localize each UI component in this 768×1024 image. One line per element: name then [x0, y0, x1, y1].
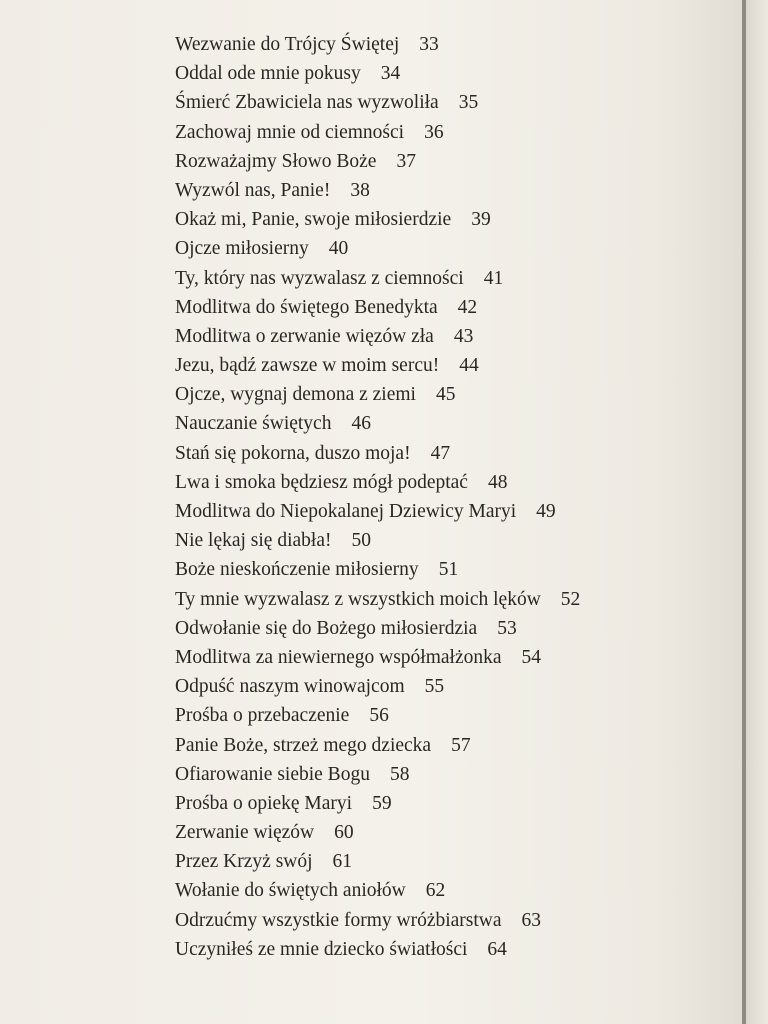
toc-entry-title: Lwa i smoka będziesz mógł podeptać — [175, 471, 468, 493]
toc-entry — [175, 935, 580, 964]
toc-entry-title: Wyzwól nas, Panie! — [175, 179, 331, 201]
toc-entry-page-number: 44 — [459, 355, 479, 377]
toc-entry-page-number: 41 — [483, 267, 504, 289]
toc-entry-title: Boże nieskończenie miłosierny — [175, 559, 419, 581]
toc-entry — [175, 497, 580, 526]
toc-entry-page-number: 58 — [389, 763, 410, 785]
toc-entry-page-number: 48 — [487, 471, 508, 493]
toc-entry-page-number: 60 — [334, 822, 354, 844]
toc-entry-page-number: 55 — [424, 676, 445, 698]
toc-entry-title: Oddal ode mnie pokusy — [175, 63, 361, 85]
toc-entry-title: Panie Boże, strzeż mego dziecka — [175, 734, 432, 756]
toc-entry — [175, 701, 580, 730]
toc-entry-title: Zachowaj mnie od ciemności — [175, 121, 405, 143]
toc-entry — [175, 380, 580, 409]
toc-entry-title: Odpuść naszym winowajcom — [175, 676, 405, 698]
toc-entry-title: Odrzućmy wszystkie formy wróżbiarstwa — [175, 909, 502, 931]
toc-entry — [175, 760, 580, 789]
toc-entry-page-number: 53 — [497, 617, 517, 639]
toc-entry — [175, 205, 580, 234]
toc-entry — [175, 789, 580, 818]
toc-entry — [175, 234, 580, 263]
toc-entry — [175, 293, 580, 322]
toc-entry — [175, 847, 580, 876]
toc-entry — [175, 731, 580, 760]
toc-entry-title: Ojcze, wygnaj demona z ziemi — [175, 384, 416, 406]
toc-entry-title: Ty, który nas wyzwalasz z ciemności — [175, 267, 464, 289]
toc-entry-title: Ofiarowanie siebie Bogu — [175, 763, 370, 785]
toc-entry-page-number: 33 — [419, 34, 439, 55]
toc-entry — [175, 88, 580, 117]
toc-entry-page-number: 39 — [471, 209, 491, 231]
toc-entry — [175, 351, 580, 380]
toc-entry-title: Jezu, bądź zawsze w moim sercu! — [175, 355, 440, 377]
toc-entry-page-number: 47 — [430, 442, 451, 464]
toc-entry-page-number: 43 — [453, 325, 474, 347]
toc-entry — [175, 555, 580, 584]
toc-entry-page-number: 57 — [451, 734, 471, 756]
toc-entry — [175, 468, 580, 497]
toc-entry-title: Prośba o przebaczenie — [175, 705, 350, 727]
toc-entry — [175, 409, 580, 438]
toc-entry — [175, 118, 580, 147]
toc-entry-title: Przez Krzyż swój — [175, 851, 313, 873]
toc-entry-page-number: 64 — [487, 938, 507, 960]
toc-entry — [175, 818, 580, 847]
toc-entry-page-number: 59 — [372, 792, 392, 814]
toc-entry-title: Śmierć Zbawiciela nas wyzwoliła — [175, 92, 439, 114]
toc-entry-page-number: 54 — [521, 646, 542, 668]
toc-entry — [175, 30, 580, 59]
toc-entry — [175, 526, 580, 555]
toc-entry-page-number: 42 — [457, 296, 478, 318]
toc-entry — [175, 876, 580, 905]
toc-entry-title: Stań się pokorna, duszo moja! — [175, 442, 411, 464]
toc-entry-title: Zerwanie więzów — [175, 822, 315, 844]
toc-entry-title: Ojcze miłosierny — [175, 238, 309, 260]
toc-entry-page-number: 36 — [424, 121, 444, 143]
toc-entry-page-number: 61 — [332, 851, 353, 873]
toc-entry — [175, 672, 580, 701]
toc-entry-page-number: 46 — [351, 413, 371, 435]
toc-entry-title: Uczyniłeś ze mnie dziecko światłości — [175, 938, 468, 960]
toc-entry-page-number: 51 — [438, 559, 459, 581]
toc-entry — [175, 585, 580, 614]
toc-entry-title: Prośba o opiekę Maryi — [175, 792, 353, 814]
toc-entry-title: Rozważajmy Słowo Boże — [175, 150, 377, 172]
toc-entry — [175, 147, 580, 176]
toc-entry — [175, 264, 580, 293]
toc-entry-title: Nauczanie świętych — [175, 413, 332, 435]
toc-entry-page-number: 50 — [351, 530, 371, 552]
toc-entry — [175, 176, 580, 205]
toc-entry-page-number: 34 — [380, 63, 401, 85]
table-of-contents — [175, 30, 580, 964]
toc-entry-title: Modlitwa za niewiernego współmałżonka — [175, 646, 502, 668]
toc-entry-title: Nie lękaj się diabła! — [175, 530, 332, 552]
toc-entry-title: Odwołanie się do Bożego miłosierdzia — [175, 617, 478, 639]
toc-entry-page-number: 38 — [350, 179, 370, 201]
toc-entry-title: Modlitwa do świętego Benedykta — [175, 296, 438, 318]
toc-entry-page-number: 56 — [369, 705, 389, 727]
toc-entry-title: Okaż mi, Panie, swoje miłosierdzie — [175, 209, 452, 231]
toc-entry — [175, 59, 580, 88]
toc-entry-page-number: 62 — [425, 880, 446, 902]
toc-entry-page-number: 35 — [458, 92, 479, 114]
toc-entry — [175, 614, 580, 643]
toc-entry-page-number: 49 — [536, 501, 556, 522]
toc-entry-title: Modlitwa do Niepokalanej Dziewicy Maryi — [175, 501, 517, 522]
toc-entry-title: Modlitwa o zerwanie więzów zła — [175, 325, 434, 347]
toc-entry — [175, 439, 580, 468]
toc-entry-page-number: 63 — [521, 909, 542, 931]
toc-entry-title: Wezwanie do Trójcy Świętej — [175, 34, 400, 55]
toc-entry-page-number: 37 — [396, 150, 416, 172]
toc-entry-title: Wołanie do świętych aniołów — [175, 880, 406, 902]
toc-entry — [175, 322, 580, 351]
toc-entry-page-number: 52 — [560, 588, 581, 610]
adjacent-page-edge — [746, 0, 768, 1024]
toc-entry-title: Ty mnie wyzwalasz z wszystkich moich lęków — [175, 588, 541, 610]
toc-entry-page-number: 40 — [328, 238, 349, 260]
toc-entry — [175, 906, 580, 935]
toc-entry-page-number: 45 — [435, 384, 456, 406]
toc-entry — [175, 643, 580, 672]
